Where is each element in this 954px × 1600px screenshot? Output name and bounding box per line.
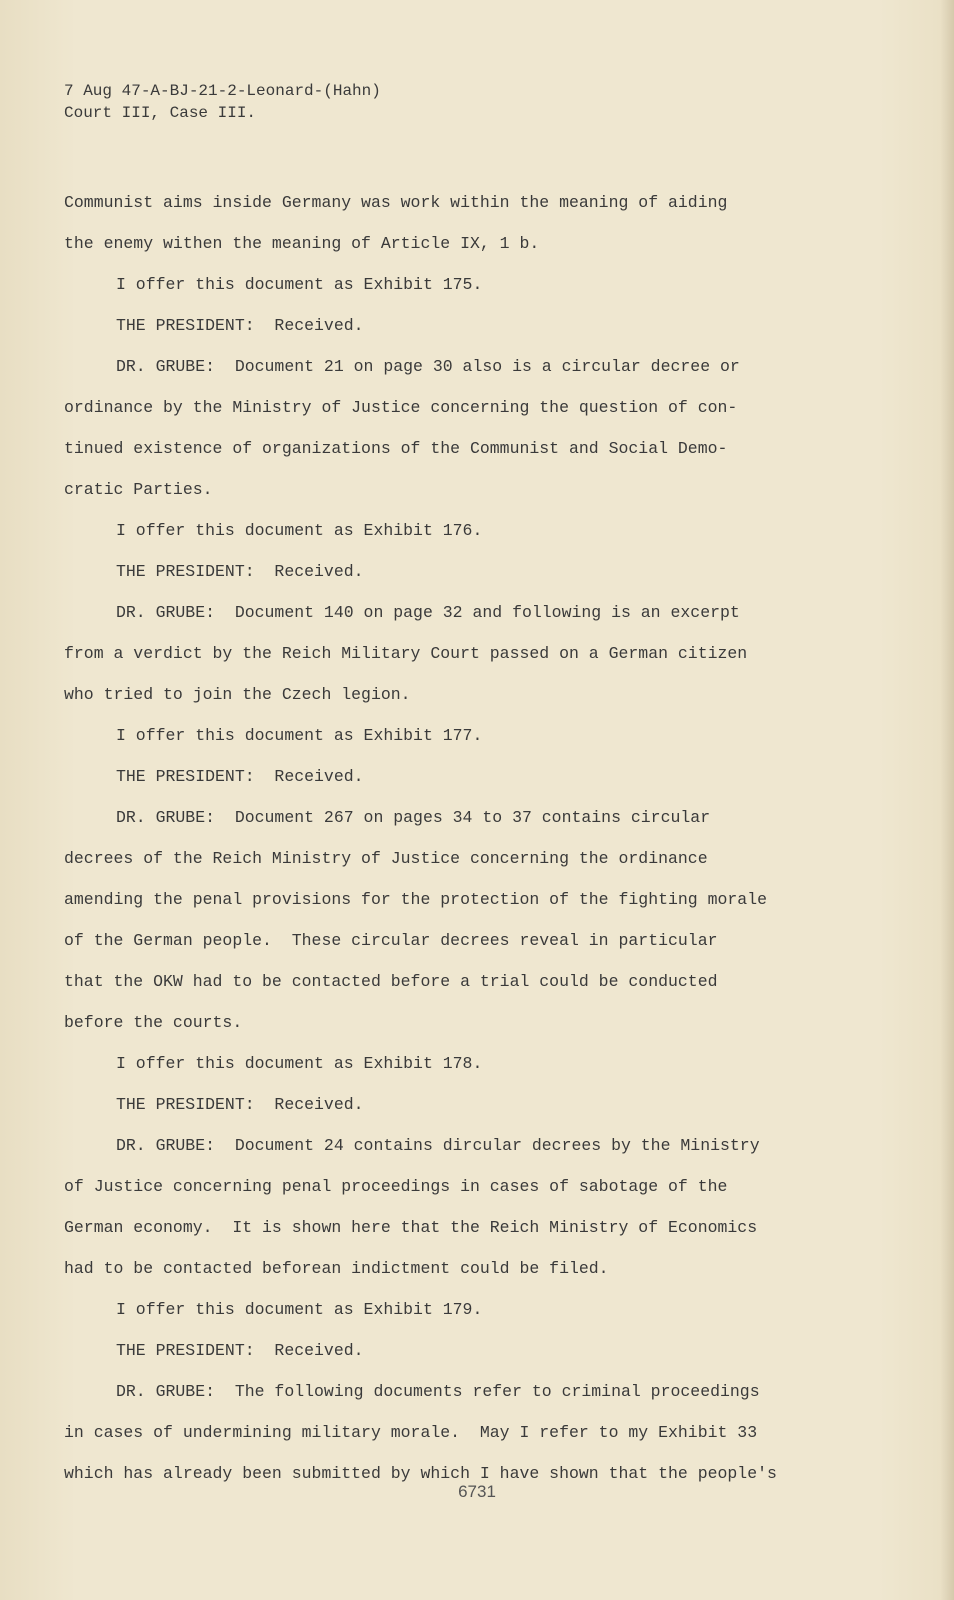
transcript-line: THE PRESIDENT: Received. [116, 767, 364, 786]
transcript-line: I offer this document as Exhibit 176. [116, 521, 483, 540]
transcript-line: ordinance by the Ministry of Justice concerning the question of con- [64, 398, 738, 417]
document-header [64, 80, 381, 124]
transcript-line: that the OKW had to be contacted before a trial could be conducted [64, 972, 718, 991]
transcript-line: tinued existence of organizations of the Communist and Social Demo- [64, 439, 728, 458]
transcript-line: I offer this document as Exhibit 179. [116, 1300, 483, 1319]
transcript-line: of the German people. These circular decrees reveal in particular [64, 931, 718, 950]
transcript-line: THE PRESIDENT: Received. [116, 1095, 364, 1114]
transcript-line: DR. GRUBE: Document 267 on pages 34 to 37 contains circular [116, 808, 711, 827]
transcript-line: amending the penal provisions for the protection of the fighting morale [64, 890, 768, 909]
transcript-line: the enemy withen the meaning of Article IX, 1 b. [64, 234, 540, 253]
transcript-line: of Justice concerning penal proceedings in cases of sabotage of the [64, 1177, 728, 1196]
transcript-line: had to be contacted beforean indictment could be filed. [64, 1259, 609, 1278]
transcript-line: I offer this document as Exhibit 178. [116, 1054, 483, 1073]
transcript-line: which has already been submitted by which I have shown that the people's [64, 1464, 777, 1483]
transcript-line: THE PRESIDENT: Received. [116, 562, 364, 581]
transcript-line: decrees of the Reich Ministry of Justice concerning the ordinance [64, 849, 708, 868]
transcript-line: before the courts. [64, 1013, 243, 1032]
page-number: 6731 [458, 1482, 496, 1501]
transcript-line: I offer this document as Exhibit 175. [116, 275, 483, 294]
transcript-line: THE PRESIDENT: Received. [116, 1341, 364, 1360]
transcript-line: DR. GRUBE: Document 140 on page 32 and following is an excerpt [116, 603, 740, 622]
transcript-line: DR. GRUBE: The following documents refer to criminal proceedings [116, 1382, 760, 1401]
transcript-line: Communist aims inside Germany was work within the meaning of aiding [64, 193, 728, 212]
transcript-line: who tried to join the Czech legion. [64, 685, 411, 704]
transcript-line: THE PRESIDENT: Received. [116, 316, 364, 335]
transcript-line: I offer this document as Exhibit 177. [116, 726, 483, 745]
page-edge-shadow [940, 0, 954, 1600]
transcript-line: DR. GRUBE: Document 24 contains dircular decrees by the Ministry [116, 1136, 760, 1155]
transcript-line: DR. GRUBE: Document 21 on page 30 also is a circular decree or [116, 357, 740, 376]
transcript-line: from a verdict by the Reich Military Court passed on a German citizen [64, 644, 748, 663]
transcript-line: cratic Parties. [64, 480, 213, 499]
transcript-line: in cases of undermining military morale. May I refer to my Exhibit 33 [64, 1423, 758, 1442]
header-line-1: 7 Aug 47-A-BJ-21-2-Leonard-(Hahn) [64, 82, 381, 100]
transcript-body [64, 182, 884, 1494]
transcript-line: German economy. It is shown here that the Reich Ministry of Economics [64, 1218, 758, 1237]
header-line-2: Court III, Case III. [64, 104, 257, 122]
